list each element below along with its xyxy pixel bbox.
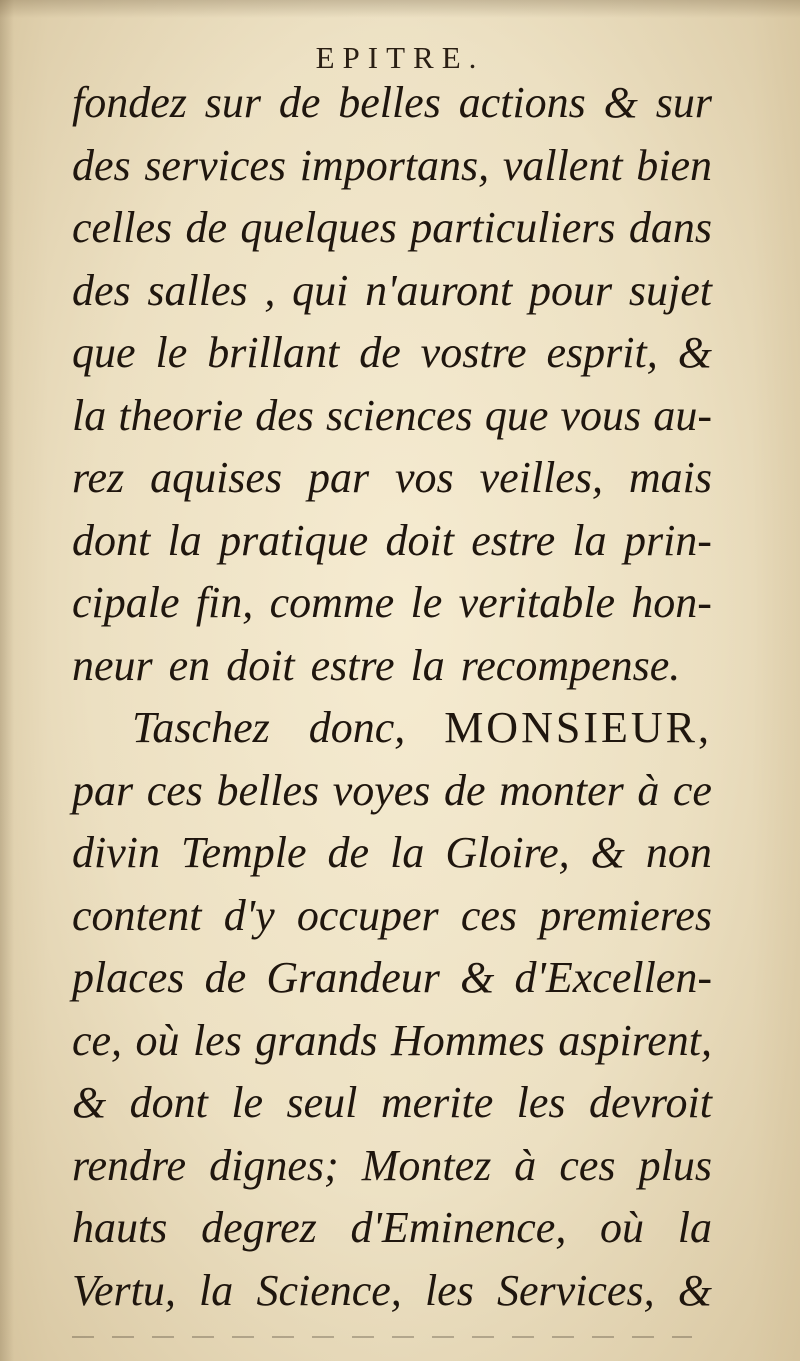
word: celles [72, 203, 173, 252]
word: où [135, 1015, 180, 1065]
word: importans, [299, 140, 490, 190]
text-line [72, 1197, 712, 1260]
word: recompense. [460, 640, 681, 690]
word: des [72, 140, 131, 190]
word: ces [460, 890, 518, 940]
word: veritable [458, 578, 615, 627]
word: vostre [420, 328, 527, 377]
word: que [484, 390, 549, 440]
word: aquises [150, 453, 283, 502]
word: hon- [631, 578, 712, 627]
word: voyes [332, 765, 431, 815]
text-line [72, 947, 712, 1010]
word: Science, [256, 1265, 402, 1315]
word: & [603, 78, 638, 127]
word: la [572, 515, 607, 565]
word: monter [499, 765, 624, 815]
word: sujet [628, 265, 712, 315]
word: sur [204, 78, 261, 127]
text-line [72, 1072, 712, 1135]
word: dont [129, 1078, 208, 1127]
word: estre [310, 640, 395, 690]
word: belles [338, 78, 441, 127]
word: que [72, 328, 136, 377]
word: places [72, 953, 185, 1002]
word: à [514, 1140, 537, 1190]
text-line [72, 510, 712, 573]
text-line [72, 635, 712, 698]
text-line [72, 822, 712, 885]
word: Taschez [132, 703, 270, 752]
word: pratique [219, 515, 369, 565]
word: MONSIEUR, [444, 703, 712, 752]
word: salles [147, 265, 248, 315]
word: la [410, 640, 445, 690]
word: doit [385, 515, 454, 565]
word: la [199, 1265, 234, 1315]
word: cipale [72, 578, 180, 627]
word: particuliers [410, 203, 616, 252]
word: esprit, [546, 328, 658, 377]
word: d'Eminence, [350, 1203, 567, 1252]
text-line [72, 385, 712, 448]
word: non [645, 828, 712, 877]
word: dont [72, 515, 151, 565]
word: les [424, 1265, 474, 1315]
word: Hommes [390, 1015, 545, 1065]
word: Services, [496, 1265, 655, 1315]
word: d'Excellen- [514, 953, 712, 1002]
word: de [443, 765, 486, 815]
text-line [72, 72, 712, 135]
word: content [72, 890, 202, 940]
word: estre [471, 515, 556, 565]
word: Vertu, [72, 1265, 176, 1315]
word: la [167, 515, 202, 565]
word: dans [628, 203, 712, 252]
word: Gloire, [445, 828, 570, 877]
page-edge-shadow-left [0, 0, 14, 1361]
word: aspirent, [558, 1015, 712, 1065]
word: divin [72, 828, 160, 877]
word: & [677, 1265, 712, 1315]
word: des [72, 265, 131, 315]
word: de [278, 78, 321, 127]
word: le [410, 578, 443, 627]
word: mais [628, 453, 712, 502]
word: la [72, 390, 107, 440]
word: qui [292, 265, 349, 315]
word: actions [458, 78, 586, 127]
body-text [72, 72, 712, 1322]
word: le [155, 328, 188, 377]
text-line [72, 1135, 712, 1198]
text-line [72, 447, 712, 510]
word: ces [559, 1140, 616, 1190]
word: le [231, 1078, 264, 1127]
word: Grandeur [266, 953, 440, 1002]
word: vos [395, 453, 454, 502]
text-line [72, 197, 712, 260]
word: d'y [223, 890, 275, 940]
word: seul [286, 1078, 358, 1127]
word: par [72, 765, 134, 815]
word: & [460, 953, 495, 1002]
word: , [264, 265, 276, 315]
word: pour [529, 265, 613, 315]
word: & [590, 828, 625, 877]
word: vallent [502, 140, 623, 190]
word: neur [72, 640, 153, 690]
word: rez [72, 453, 125, 502]
word: ce [672, 765, 712, 815]
word: ces [146, 765, 203, 815]
word: de [327, 828, 370, 877]
text-line [72, 760, 712, 823]
word: au- [653, 390, 712, 440]
word: en [168, 640, 211, 690]
word: comme [269, 578, 395, 627]
word: rendre [72, 1140, 187, 1190]
bottom-underline-marks [72, 1336, 692, 1338]
text-line [72, 885, 712, 948]
word: & [72, 1078, 107, 1127]
text-line [72, 1010, 712, 1073]
word: premieres [539, 890, 712, 940]
word: sciences [326, 390, 473, 440]
word: la [677, 1203, 712, 1252]
word: occuper [296, 890, 439, 940]
word: de [359, 328, 401, 377]
word: & [677, 328, 712, 377]
word: des [255, 390, 314, 440]
text-line [72, 322, 712, 385]
word: grands [255, 1015, 378, 1065]
word: hauts [72, 1203, 168, 1252]
word: vous [560, 390, 642, 440]
word: merite [380, 1078, 494, 1127]
text-line [72, 697, 712, 760]
word: les [516, 1078, 566, 1127]
word: fondez [72, 78, 187, 127]
word: prin- [623, 515, 712, 565]
word: brillant [207, 328, 340, 377]
word: la [390, 828, 425, 877]
word: de [185, 203, 228, 252]
word: par [307, 453, 370, 502]
word: devroit [588, 1078, 712, 1127]
word: degrez [201, 1203, 317, 1252]
word: n'auront [365, 265, 513, 315]
text-line [72, 1260, 712, 1323]
word: où [600, 1203, 645, 1252]
word: quelques [240, 203, 397, 252]
word: dignes; [209, 1140, 339, 1190]
page-edge-shadow-top [0, 0, 800, 18]
word: plus [638, 1140, 712, 1190]
word: Temple [181, 828, 307, 877]
word: belles [216, 765, 320, 815]
word: les [192, 1015, 242, 1065]
text-line [72, 260, 712, 323]
word: veilles, [479, 453, 603, 502]
word: fin, [195, 578, 254, 627]
word: doit [226, 640, 295, 690]
word: bien [636, 140, 712, 190]
running-head: EPITRE. [315, 40, 485, 75]
text-line [72, 135, 712, 198]
word: à [637, 765, 660, 815]
word: sur [655, 78, 712, 127]
word: de [204, 953, 247, 1002]
word: ce, [72, 1015, 123, 1065]
word: theorie [118, 390, 244, 440]
word: donc, [308, 703, 406, 752]
word: services [144, 140, 287, 190]
word: Montez [361, 1140, 492, 1190]
text-line [72, 572, 712, 635]
